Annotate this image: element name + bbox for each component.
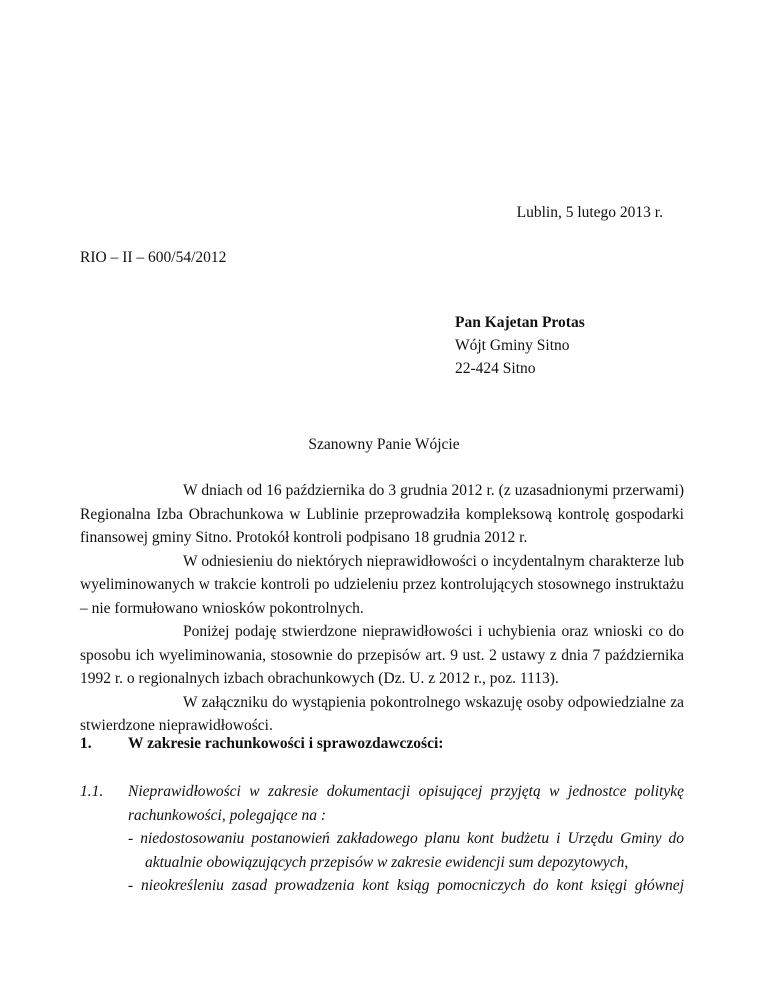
- section-title: W zakresie rachunkowości i sprawozdawczości:: [128, 735, 444, 752]
- salutation: Szanowny Panie Wójcie: [308, 436, 460, 453]
- paragraph: Poniżej podaję stwierdzone nieprawidłowości i uchybienia oraz wnioski co do sposobu ich wyeliminowania, stosownie do przepisów art. 9 ust. 2 ustawy z dnia 7 października 1992 r. o regionalnych izbach obrachunkowych (Dz. U. z 2012 r., poz. 1113).: [80, 623, 684, 687]
- section-number: 1.: [80, 735, 92, 752]
- subsection-number: 1.1.: [80, 783, 104, 800]
- letter-body: [80, 479, 684, 738]
- subsection-text: Nieprawidłowości w zakresie dokumentacji opisującej przyjętą w jednostce politykę rachunkowości, polegające na :: [128, 783, 684, 824]
- recipient-block: [455, 311, 585, 380]
- list-item: - nieokreśleniu zasad prowadzenia kont ksiąg pomocniczych do kont księgi głównej: [128, 877, 684, 894]
- paragraph: W dniach od 16 października do 3 grudnia 2012 r. (z uzasadnionymi przerwami) Regionalna Izba Obrachunkowa w Lublinie przeprowadziła kompleksową kontrolę gospodarki finansowej gminy Sitno. Protokół kontroli podpisano 18 grudnia 2012 r.: [80, 482, 684, 546]
- letter-date: Lublin, 5 lutego 2013 r.: [516, 204, 663, 221]
- section-heading: [80, 735, 443, 753]
- paragraph: W załączniku do wystąpienia pokontrolnego wskazuję osoby odpowiedzialne za stwierdzone nieprawidłowości.: [80, 693, 684, 734]
- recipient-name: Pan Kajetan Protas: [455, 314, 585, 331]
- recipient-address: 22-424 Sitno: [455, 360, 536, 377]
- subsection: [80, 780, 684, 898]
- paragraph: W odniesieniu do niektórych nieprawidłowości o incydentalnym charakterze lub wyeliminowanych w trakcie kontroli po udzieleniu przez kontrolujących stosownego instruktażu – nie formułowano wniosków pokontrolnych.: [80, 552, 684, 617]
- recipient-title: Wójt Gminy Sitno: [455, 337, 570, 354]
- list-item: - niedostosowaniu postanowień zakładowego planu kont budżetu i Urzędu Gminy do aktualnie obowiązujących przepisów w zakresie ewidencji sum depozytowych,: [128, 830, 684, 871]
- reference-number: RIO – II – 600/54/2012: [80, 249, 227, 266]
